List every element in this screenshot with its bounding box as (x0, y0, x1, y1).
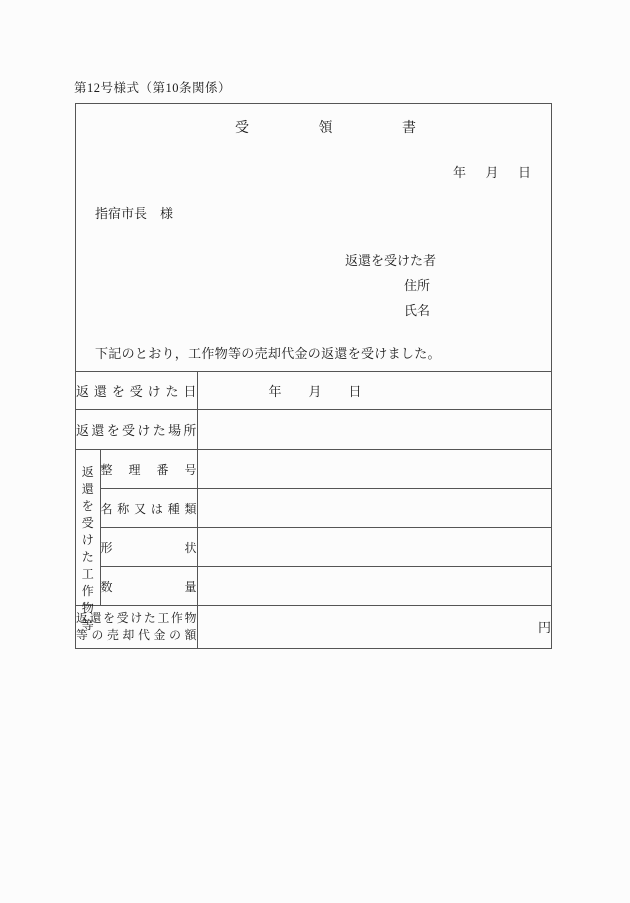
recipient-address-label: 住所 (404, 278, 431, 293)
receipt-form-box (75, 103, 552, 649)
cell-return-date-value (197, 372, 551, 410)
cell-item-name-label (100, 489, 197, 528)
row-item-quantity (76, 567, 551, 606)
return-date-label: 返 還 を 受 け た 日 (76, 384, 197, 399)
form-table (76, 371, 551, 648)
return-date-value: 年 月 日 (268, 384, 362, 399)
row-return-place (76, 410, 551, 450)
cell-return-date-label (76, 372, 197, 410)
row-sale-price (76, 606, 551, 648)
body-text: 下記のとおり，工作物等の売却代金の返還を受けました。 (95, 346, 441, 361)
sale-price-label-line2: 等 の 売 却 代 金 の 額 (76, 627, 197, 642)
cell-item-shape-value (197, 528, 551, 567)
cell-item-name-value (197, 489, 551, 528)
cell-return-place-value (197, 410, 551, 450)
cell-return-place-label (76, 410, 197, 450)
sale-price-unit: 円 (537, 620, 551, 636)
return-place-label: 返 還 を 受 け た 場 所 (76, 423, 197, 438)
addressee: 指宿市長 様 (95, 206, 174, 221)
recipient-name-label: 氏名 (404, 303, 431, 318)
item-name-label: 名 称 又 は 種 類 (100, 501, 197, 516)
item-quantity-label: 数 量 (100, 579, 197, 594)
row-return-date (76, 372, 551, 410)
cell-item-quantity-label (100, 567, 197, 606)
row-item-name (76, 489, 551, 528)
cell-sale-price-label (76, 606, 197, 648)
cell-item-number-value (197, 450, 551, 489)
form-number: 第12号様式（第10条関係） (74, 81, 232, 95)
cell-item-quantity-value (197, 567, 551, 606)
item-shape-label: 形 状 (100, 540, 197, 555)
cell-item-number-label (100, 450, 197, 489)
cell-returned-items-group-label (76, 450, 100, 632)
cell-item-shape-label (100, 528, 197, 567)
recipient-heading: 返還を受けた者 (345, 253, 437, 268)
row-item-shape (76, 528, 551, 567)
sale-price-label-line1: 返 還 を 受 け た 工 作 物 (76, 610, 197, 625)
returned-items-group-label: 返 還 を 受 け た 工 作 物 等 (81, 464, 94, 632)
row-item-number (76, 450, 551, 489)
cell-sale-price-value (197, 606, 551, 648)
item-number-label: 整 理 番 号 (100, 462, 197, 477)
issue-date-line: 年 月 日 (453, 165, 531, 180)
form-title: 受 領 書 (235, 121, 416, 136)
